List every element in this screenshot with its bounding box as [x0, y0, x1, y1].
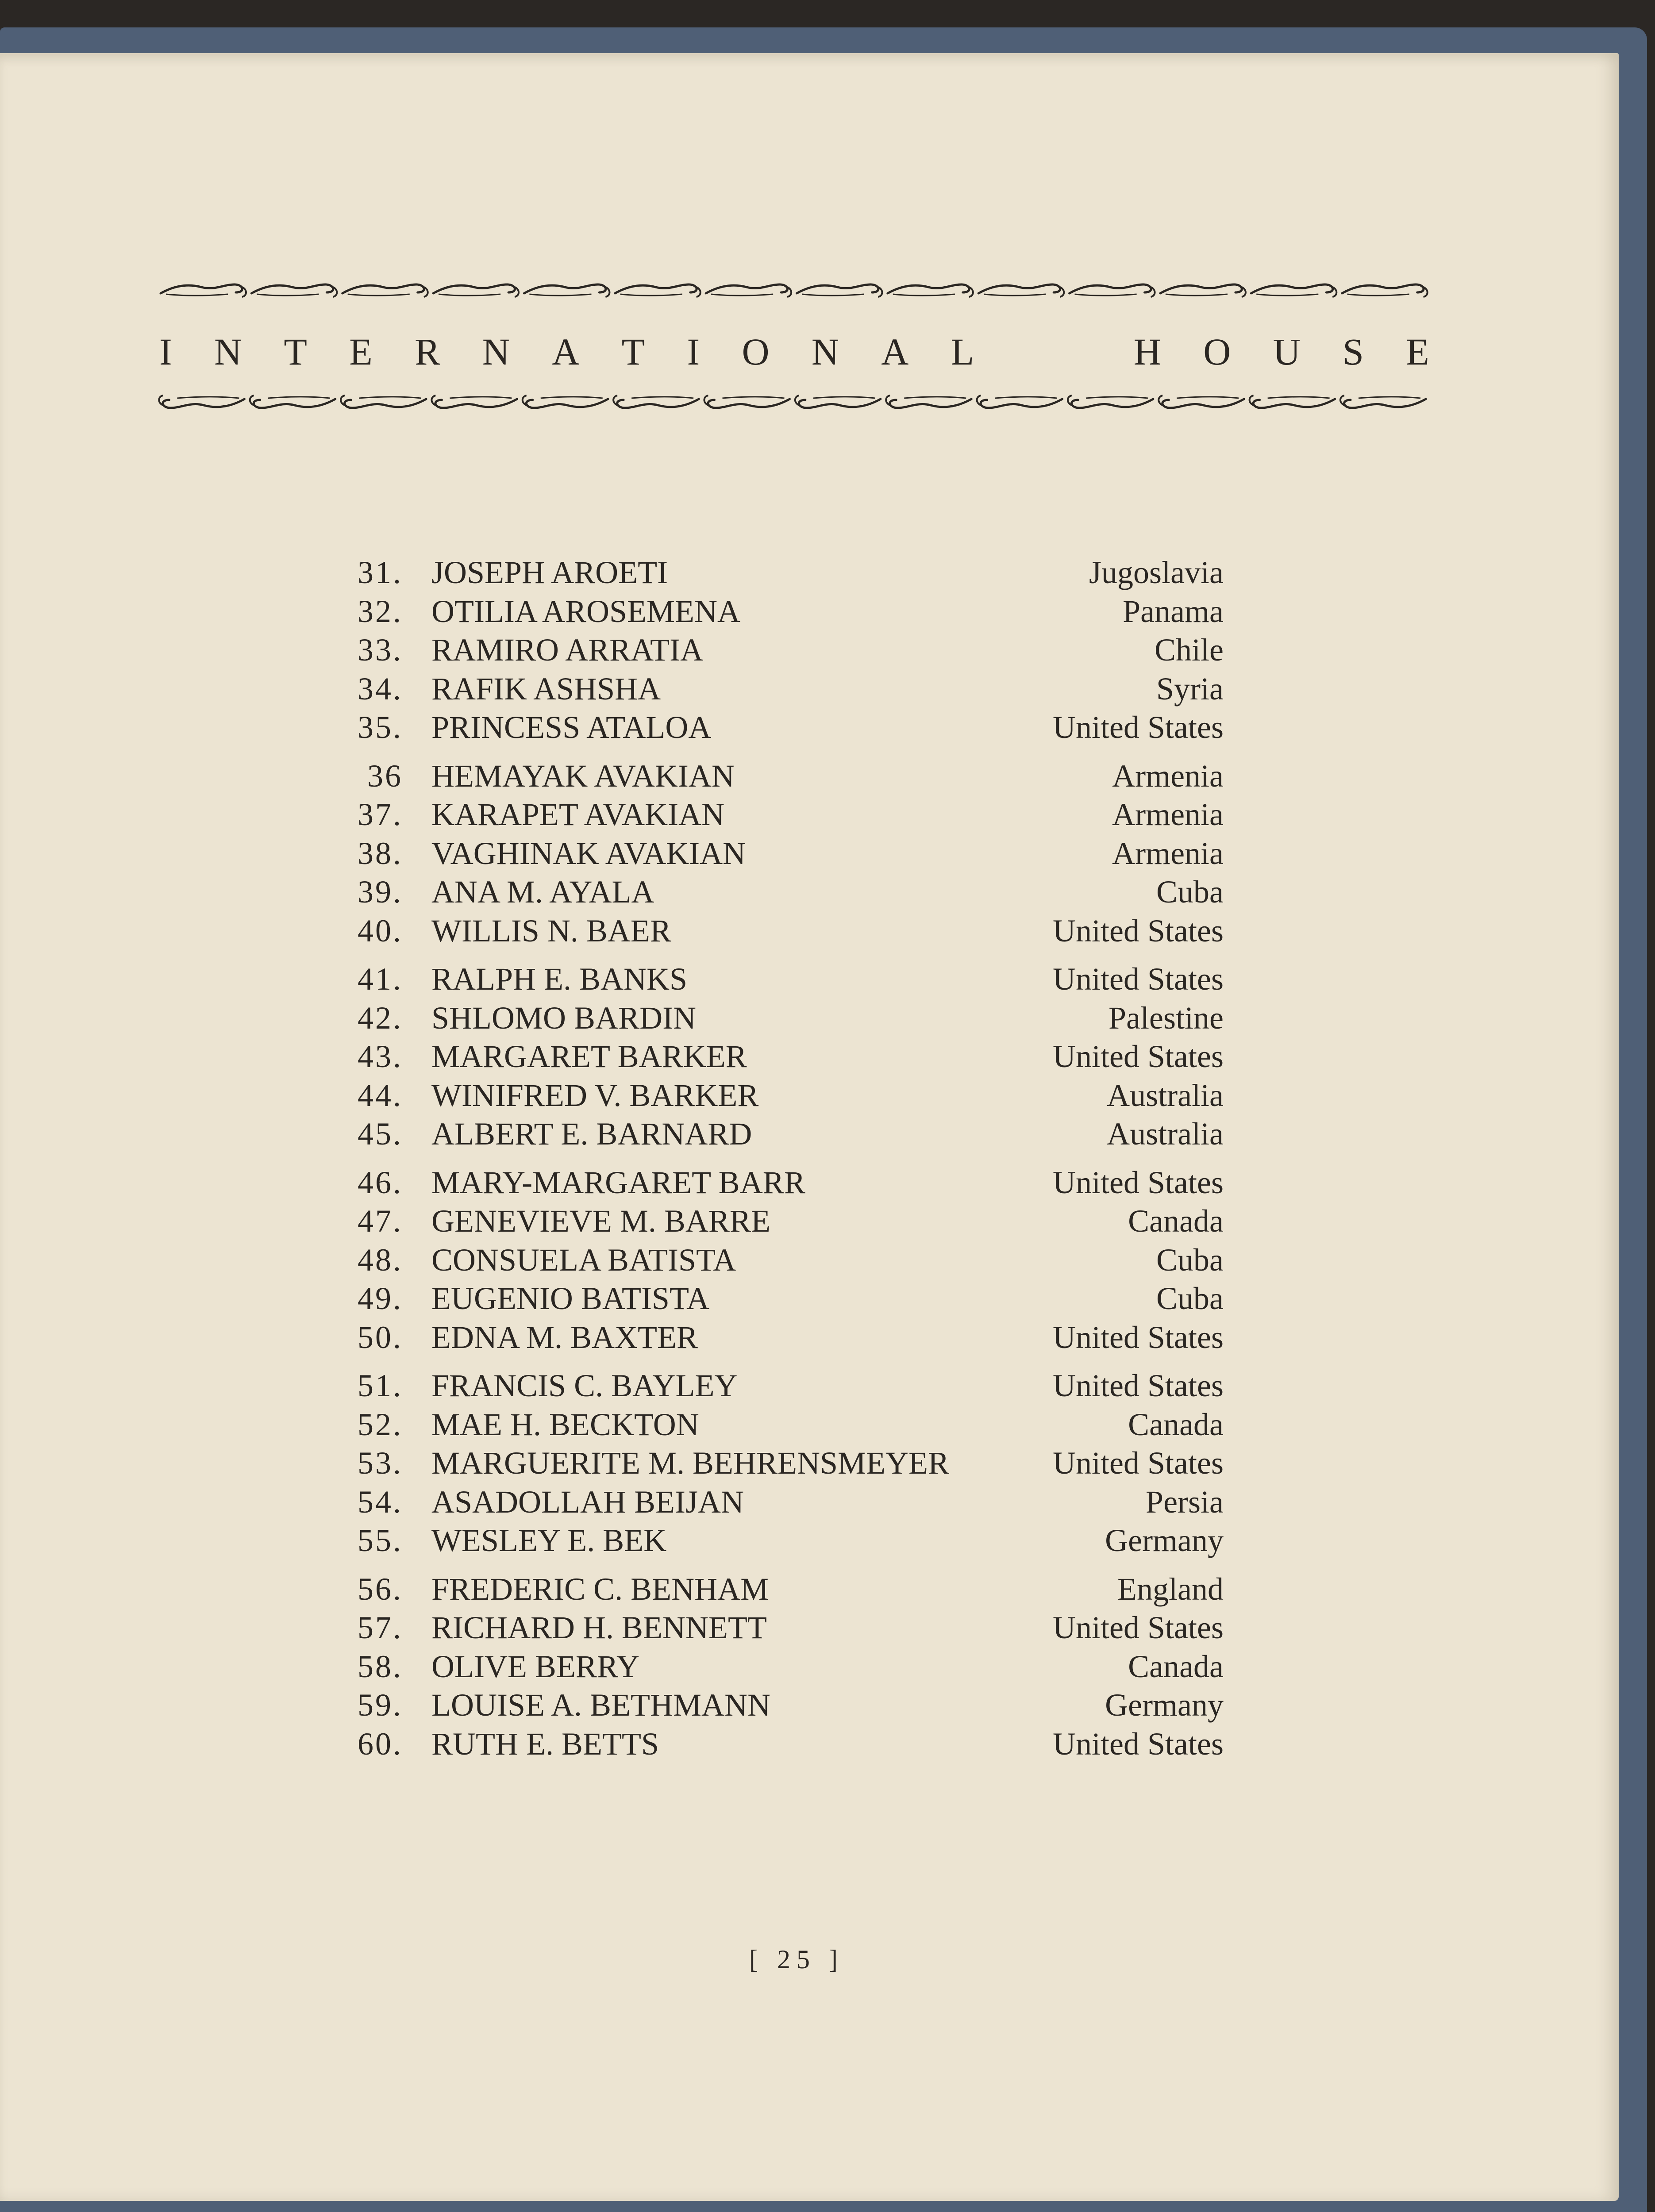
- member-country: Persia: [1146, 1484, 1224, 1520]
- member-name: FREDERIC C. BENHAM: [431, 1571, 769, 1607]
- entry-number: 41.: [358, 961, 403, 997]
- member-country: England: [1117, 1571, 1224, 1607]
- entry-number: 48.: [358, 1242, 403, 1278]
- header-letter: H: [1133, 330, 1161, 373]
- entry-number: 55.: [358, 1523, 403, 1558]
- roster-row: [0, 834, 1655, 873]
- member-name: ASADOLLAH BEIJAN: [431, 1484, 744, 1520]
- member-country: Jugoslavia: [1089, 555, 1224, 590]
- roster-row: [0, 669, 1655, 708]
- member-country: United States: [1053, 961, 1224, 997]
- member-country: Canada: [1128, 1203, 1224, 1239]
- entry-number: 38.: [358, 835, 403, 871]
- header-letter: A: [552, 330, 580, 373]
- member-name: RUTH E. BETTS: [431, 1726, 659, 1762]
- header-letter: L: [951, 330, 974, 373]
- member-country: Palestine: [1108, 1000, 1224, 1036]
- entry-number: 49.: [358, 1281, 403, 1316]
- member-country: Armenia: [1112, 758, 1224, 794]
- roster-row: [0, 757, 1655, 795]
- member-country: Germany: [1105, 1523, 1224, 1558]
- entry-number: 58.: [358, 1648, 403, 1684]
- roster-row: [0, 1279, 1655, 1318]
- entry-number: 43.: [358, 1039, 403, 1074]
- entry-number: 53.: [358, 1445, 403, 1481]
- roster-row: [0, 1318, 1655, 1357]
- roster-row: [0, 1647, 1655, 1686]
- roster-row: [0, 998, 1655, 1037]
- member-name: PRINCESS ATALOA: [431, 710, 712, 745]
- roster-row: [0, 795, 1655, 834]
- member-name: GENEVIEVE M. BARRE: [431, 1203, 770, 1239]
- member-country: United States: [1053, 1039, 1224, 1074]
- member-country: Panama: [1123, 593, 1224, 629]
- entry-number: 59.: [358, 1687, 403, 1723]
- entry-number: 51.: [358, 1368, 403, 1403]
- header-letter: T: [621, 330, 645, 373]
- member-name: JOSEPH AROETI: [431, 555, 668, 590]
- member-name: OTILIA AROSEMENA: [431, 593, 740, 629]
- header-letter: E: [349, 330, 373, 373]
- header-letter: O: [742, 330, 770, 373]
- member-name: MARY-MARGARET BARR: [431, 1164, 805, 1200]
- entry-number: 32.: [358, 593, 403, 629]
- roster-row: [0, 1163, 1655, 1202]
- member-country: United States: [1053, 1164, 1224, 1200]
- member-country: Australia: [1107, 1077, 1224, 1113]
- member-country: United States: [1053, 1368, 1224, 1403]
- entry-number: 47.: [358, 1203, 403, 1239]
- entry-number: 54.: [358, 1484, 403, 1520]
- member-name: MARGUERITE M. BEHRENSMEYER: [431, 1445, 950, 1481]
- member-name: WESLEY E. BEK: [431, 1523, 667, 1558]
- roster-row: [0, 1608, 1655, 1647]
- member-name: EUGENIO BATISTA: [431, 1281, 710, 1316]
- member-name: RALPH E. BANKS: [431, 961, 688, 997]
- roster-row: [0, 708, 1655, 747]
- member-country: Canada: [1128, 1648, 1224, 1684]
- header-letter: R: [415, 330, 440, 373]
- member-country: Germany: [1105, 1687, 1224, 1723]
- roster-row: [0, 1482, 1655, 1521]
- member-country: United States: [1053, 913, 1224, 949]
- header-letter: N: [811, 330, 839, 373]
- member-name: MARGARET BARKER: [431, 1039, 747, 1074]
- member-name: RICHARD H. BENNETT: [431, 1610, 767, 1645]
- header-letter: I: [687, 330, 700, 373]
- header-letter: T: [284, 330, 307, 373]
- member-name: HEMAYAK AVAKIAN: [431, 758, 735, 794]
- member-name: WINIFRED V. BARKER: [431, 1077, 759, 1113]
- header-letter: S: [1343, 330, 1364, 373]
- header-letter: N: [482, 330, 510, 373]
- roster-row: [0, 1076, 1655, 1115]
- member-country: Chile: [1155, 632, 1224, 668]
- member-country: Cuba: [1156, 1242, 1224, 1278]
- member-name: MAE H. BECKTON: [431, 1406, 699, 1442]
- roster-row: [0, 911, 1655, 950]
- roster-row: [0, 1114, 1655, 1153]
- member-name: VAGHINAK AVAKIAN: [431, 835, 746, 871]
- header-letter: E: [1406, 330, 1429, 373]
- member-country: Australia: [1107, 1116, 1224, 1152]
- member-name: ANA M. AYALA: [431, 874, 654, 910]
- entry-number: 40.: [358, 913, 403, 949]
- header-letter: I: [159, 330, 172, 373]
- member-country: Syria: [1156, 671, 1224, 707]
- member-name: KARAPET AVAKIAN: [431, 797, 725, 832]
- entry-number: 45.: [358, 1116, 403, 1152]
- entry-number: 42.: [358, 1000, 403, 1036]
- roster-row: [0, 960, 1655, 998]
- member-name: CONSUELA BATISTA: [431, 1242, 736, 1278]
- member-name: FRANCIS C. BAYLEY: [431, 1368, 738, 1403]
- entry-number: 44.: [358, 1077, 403, 1113]
- roster-row: [0, 630, 1655, 669]
- member-country: Cuba: [1156, 874, 1224, 910]
- member-name: SHLOMO BARDIN: [431, 1000, 697, 1036]
- member-country: Armenia: [1112, 835, 1224, 871]
- entry-number: 31.: [358, 555, 403, 590]
- member-country: Cuba: [1156, 1281, 1224, 1316]
- entry-number: 34.: [358, 671, 403, 707]
- roster-row: [0, 1724, 1655, 1763]
- entry-number: 52.: [358, 1406, 403, 1442]
- header-letter: O: [1203, 330, 1231, 373]
- roster-row: [0, 1366, 1655, 1405]
- roster-row: [0, 1037, 1655, 1076]
- member-country: Canada: [1128, 1406, 1224, 1442]
- header-letter: N: [214, 330, 242, 373]
- member-name: LOUISE A. BETHMANN: [431, 1687, 770, 1723]
- roster-row: [0, 1444, 1655, 1482]
- member-name: RAMIRO ARRATIA: [431, 632, 704, 668]
- member-name: ALBERT E. BARNARD: [431, 1116, 752, 1152]
- roster-row: [0, 592, 1655, 631]
- roster-row: [0, 872, 1655, 911]
- roster-row: [0, 1240, 1655, 1279]
- member-country: United States: [1053, 1610, 1224, 1645]
- entry-number: 56.: [358, 1571, 403, 1607]
- roster-row: [0, 1405, 1655, 1444]
- entry-number: 36: [367, 758, 403, 794]
- roster-row: [0, 1202, 1655, 1240]
- member-country: United States: [1053, 1445, 1224, 1481]
- entry-number: 35.: [358, 710, 403, 745]
- roster-row: [0, 1570, 1655, 1609]
- header-letter: A: [881, 330, 909, 373]
- member-country: United States: [1053, 710, 1224, 745]
- entry-number: 50.: [358, 1319, 403, 1355]
- entry-number: 57.: [358, 1610, 403, 1645]
- member-name: EDNA M. BAXTER: [431, 1319, 698, 1355]
- member-name: OLIVE BERRY: [431, 1648, 640, 1684]
- entry-number: 39.: [358, 874, 403, 910]
- roster-row: [0, 1521, 1655, 1560]
- entry-number: 46.: [358, 1164, 403, 1200]
- roster-row: [0, 553, 1655, 592]
- entry-number: 33.: [358, 632, 403, 668]
- member-country: United States: [1053, 1319, 1224, 1355]
- page-number: [ 25 ]: [749, 1945, 844, 1974]
- roster-row: [0, 1686, 1655, 1724]
- entry-number: 60.: [358, 1726, 403, 1762]
- member-name: WILLIS N. BAER: [431, 913, 671, 949]
- member-country: Armenia: [1112, 797, 1224, 832]
- member-country: United States: [1053, 1726, 1224, 1762]
- header-letter: U: [1273, 330, 1301, 373]
- member-name: RAFIK ASHSHA: [431, 671, 661, 707]
- entry-number: 37.: [358, 797, 403, 832]
